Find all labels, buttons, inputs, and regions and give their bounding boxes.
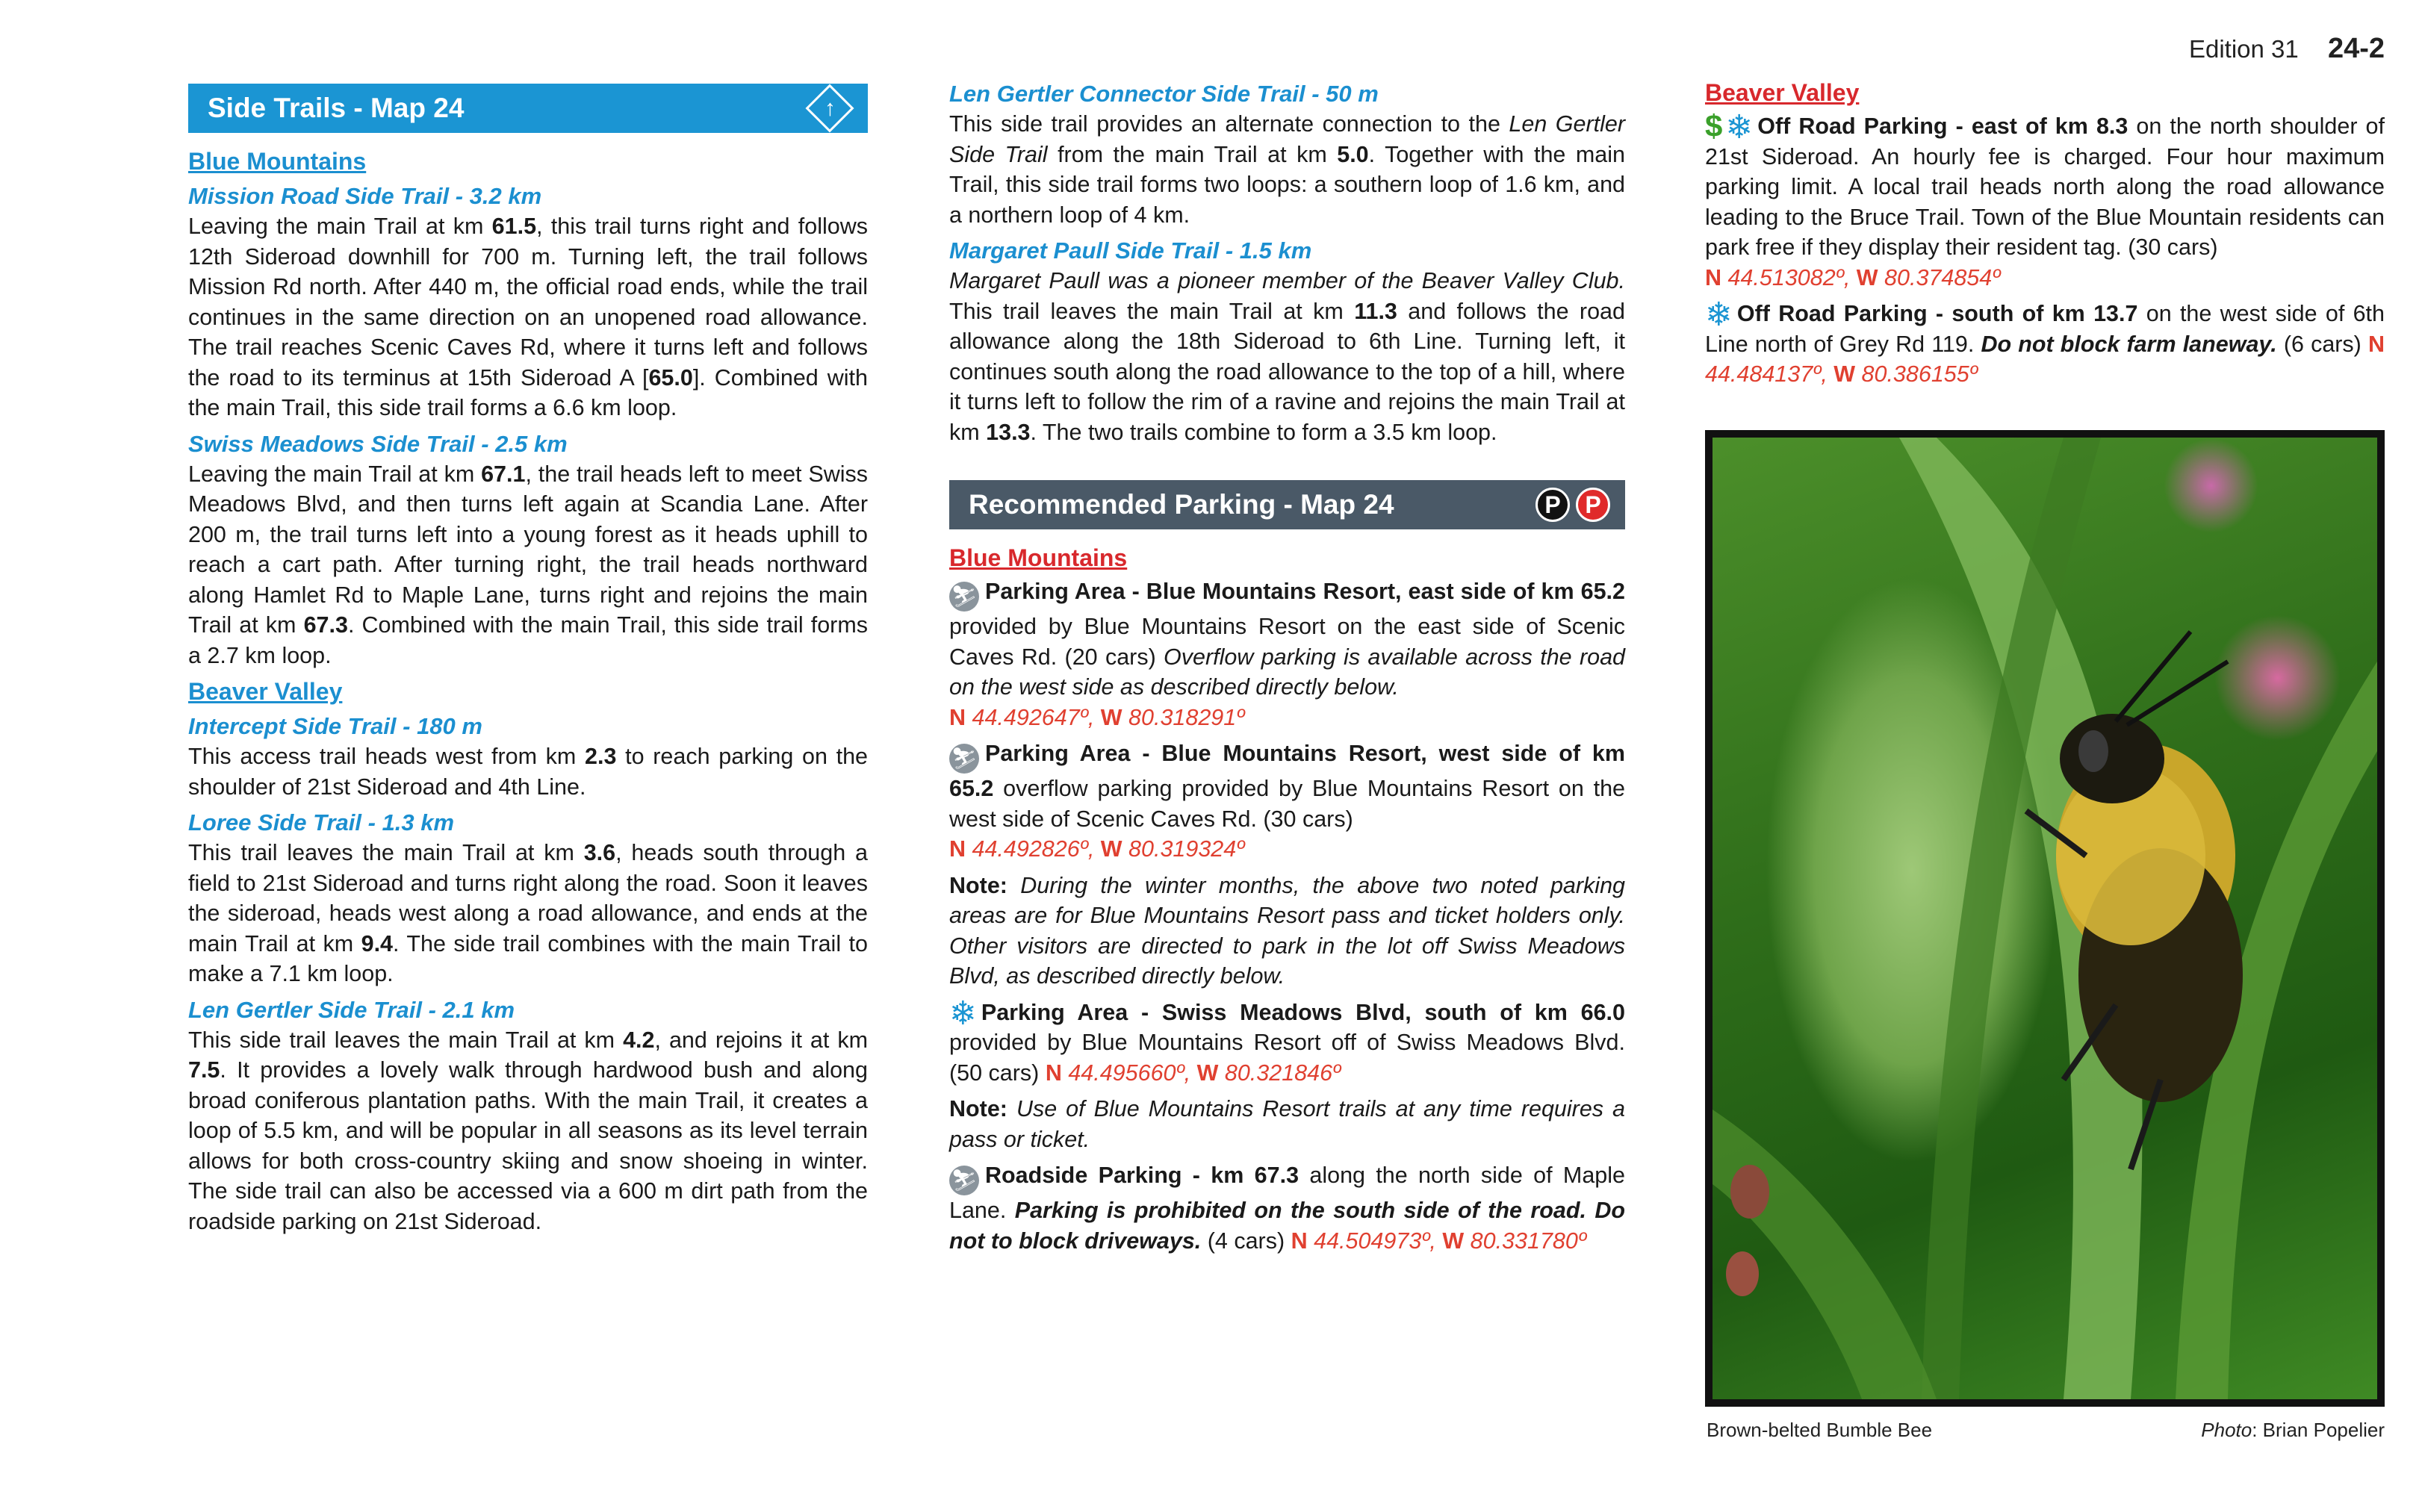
region-heading[interactable]: Blue Mountains bbox=[188, 148, 367, 175]
trail-title: Mission Road Side Trail - 3.2 km bbox=[188, 183, 542, 209]
side-trails-title: Side Trails - Map 24 bbox=[208, 93, 465, 123]
photo-caption: Brown-belted Bumble Bee bbox=[1707, 1419, 1933, 1441]
dollar-icon: $ bbox=[1705, 108, 1723, 143]
region-heading[interactable]: Blue Mountains bbox=[949, 544, 1128, 571]
column-right bbox=[1705, 75, 2385, 396]
parking-entry: ⛷ Parking Area - Blue Mountains Resort, east side of km 65.2 provided by Blue Mountains Resort on the east side of Scenic Caves Rd. (20 cars) Overflow parking is available across the road on the west side as described directly below. N 44.492647º, W 80.318291º bbox=[949, 579, 1626, 730]
photo-credit: Photo: Brian Popelier bbox=[2201, 1419, 2385, 1441]
bumble-bee-photo bbox=[1705, 430, 2385, 1407]
trail-description: Leaving the main Trail at km 61.5, this trail turns right and follows 12th Sideroad downhill for 700 m. Turning left, the trail follows Mission Rd north. After 440 m, the official road ends, while the trail continues in the same direction on an unopened road allowance. The trail reaches Scenic Caves Rd, where it turns left and follows the road to its terminus at 15th Sideroad A [65.0]. Combined with the main Trail, this side trail forms a 6.6 km loop. bbox=[188, 214, 868, 420]
coordinates: N 44.513082º, W 80.374854º bbox=[1705, 264, 2001, 290]
trail-title: Intercept Side Trail - 180 m bbox=[188, 713, 482, 739]
page-header bbox=[2189, 33, 2385, 65]
parking-p-icon: P bbox=[1536, 488, 1570, 522]
trail-description: This side trail leaves the main Trail at km 4.2, and rejoins it at km 7.5. It provides a lovely walk through hardwood bush and along broad coniferous plantation paths. With the main Trail, it creates a loop of 5.5 km, and will be popular in all seasons as its level terrain allows for both cross-country skiing and snow shoeing in winter. The side trail can also be accessed via a 600 m dirt path from the roadside parking on 21st Sideroad. bbox=[188, 1027, 868, 1234]
parking-p-red-icon: P bbox=[1576, 488, 1610, 522]
edition-label: Edition 31 bbox=[2188, 35, 2299, 63]
trail-description: Leaving the main Trail at km 67.1, the trail heads left to meet Swiss Meadows Blvd, and then turns left again at Scandia Lane. After 200 m, the trail turns left into a young forest as it heads uphill to reach a cart path. After turning right, the trail heads northward along Hamlet Rd to Maple Lane, turns right and rejoins the main Trail at km 67.3. Combined with the main Trail, this side trail forms a 2.7 km loop. bbox=[188, 461, 868, 668]
parking-entry: ⛷ Roadside Parking - km 67.3 along the north side of Maple Lane. Parking is prohibited on the south side of the road. Do not to block driveways. (4 cars) N 44.504973º, W 80.331780º bbox=[949, 1163, 1625, 1254]
side-trails-header-bar bbox=[188, 84, 868, 133]
page-number: 24-2 bbox=[2327, 33, 2385, 64]
region-heading[interactable]: Beaver Valley bbox=[1705, 79, 1860, 106]
column-middle bbox=[949, 75, 1625, 1262]
trail-title: Swiss Meadows Side Trail - 2.5 km bbox=[188, 430, 568, 457]
ski-icon: ⛷ bbox=[949, 1166, 979, 1195]
parking-note: Note: During the winter months, the above two noted parking areas are for Blue Mountains Resort pass and ticket holders only. Other visitors are directed to park in the lot off Swiss Meadows Blvd, as described directly below. bbox=[949, 872, 1625, 989]
parking-entry: ⛷ Parking Area - Blue Mountains Resort, west side of km 65.2 overflow parking provided by Blue Mountains Resort on the west side of Scenic Caves Rd. (30 cars) N 44.492826º, W 80.319324º bbox=[949, 741, 1625, 862]
coordinates: N 44.495660º, W 80.321846º bbox=[1045, 1060, 1341, 1086]
snowflake-icon: ❄ bbox=[1725, 109, 1754, 146]
parking-title: Recommended Parking - Map 24 bbox=[969, 489, 1394, 520]
coordinates: N 44.484137º, W 80.386155º bbox=[1705, 331, 2385, 387]
trail-description: This access trail heads west from km 2.3 to reach parking on the shoulder of 21st Sideroad and 4th Line. bbox=[188, 744, 868, 800]
photo-image bbox=[1713, 438, 2377, 1399]
ski-icon: ⛷ bbox=[949, 582, 979, 612]
parking-entry: ❄ Off Road Parking - south of km 13.7 on the west side of 6th Line north of Grey Rd 119. Do not block farm laneway. (6 cars) N 44.484137º, W 80.386155º bbox=[1705, 296, 2385, 387]
parking-entry: $❄ Off Road Parking - east of km 8.3 on the north shoulder of 21st Sideroad. An hourly fee is charged. Four hour maximum parking limit. A local trail heads north along the road allowance leading to the Bruce Trail. Town of the Blue Mountain residents can park free if they display their resident tag. (30 cars) N 44.513082º, W 80.374854º bbox=[1705, 108, 2385, 290]
ski-icon: ⛷ bbox=[949, 744, 979, 774]
coordinates: N 44.504973º, W 80.331780º bbox=[1291, 1228, 1586, 1254]
trail-description: This side trail provides an alternate connection to the Len Gertler Side Trail from the main Trail at km 5.0. Together with the main Trail, this side trail forms two loops: a southern loop of 1.6 km, and a northern loop of 4 km. bbox=[949, 111, 1625, 228]
trail-title: Margaret Paull Side Trail - 1.5 km bbox=[949, 237, 1312, 264]
trail-description: This trail leaves the main Trail at km 3.6, heads south through a field to 21st Sideroad and turns right along the road. Soon it leaves the sideroad, heads west along a road allowance, and ends at the main Trail at km 9.4. The side trail combines with the main Trail to make a 7.1 km loop. bbox=[188, 840, 868, 986]
parking-header-bar bbox=[949, 480, 1625, 529]
trail-description: Margaret Paull was a pioneer member of the Beaver Valley Club. This trail leaves the main Trail at km 11.3 and follows the road allowance along the 18th Sideroad to 6th Line. Turning left, it continues south along the road allowance to the top of a hill, where it turns left to follow the rim of a ravine and rejoins the main Trail at km 13.3. The two trails combine to form a 3.5 km loop. bbox=[949, 268, 1625, 445]
snowflake-icon: ❄ bbox=[949, 995, 977, 1032]
trail-title: Loree Side Trail - 1.3 km bbox=[188, 809, 455, 836]
trail-title: Len Gertler Side Trail - 2.1 km bbox=[188, 996, 515, 1023]
column-side-trails bbox=[188, 75, 868, 1242]
trail-title: Len Gertler Connector Side Trail - 50 m bbox=[949, 81, 1379, 107]
arrow-up-diamond-icon: ↑ bbox=[805, 84, 854, 132]
coordinates: N 44.492826º, W 80.319324º bbox=[949, 836, 1245, 862]
region-heading[interactable]: Beaver Valley bbox=[188, 678, 343, 705]
photo-illustration bbox=[1713, 438, 2377, 1399]
parking-icons bbox=[1536, 488, 1610, 522]
coordinates: N 44.492647º, W 80.318291º bbox=[949, 704, 1245, 730]
parking-entry: ❄ Parking Area - Swiss Meadows Blvd, south of km 66.0 provided by Blue Mountains Resort off of Swiss Meadows Blvd. (50 cars) N 44.495660º, W 80.321846º bbox=[949, 995, 1625, 1086]
parking-note: Note: Use of Blue Mountains Resort trails at any time requires a pass or ticket. bbox=[949, 1096, 1625, 1152]
snowflake-icon: ❄ bbox=[1705, 296, 1733, 333]
